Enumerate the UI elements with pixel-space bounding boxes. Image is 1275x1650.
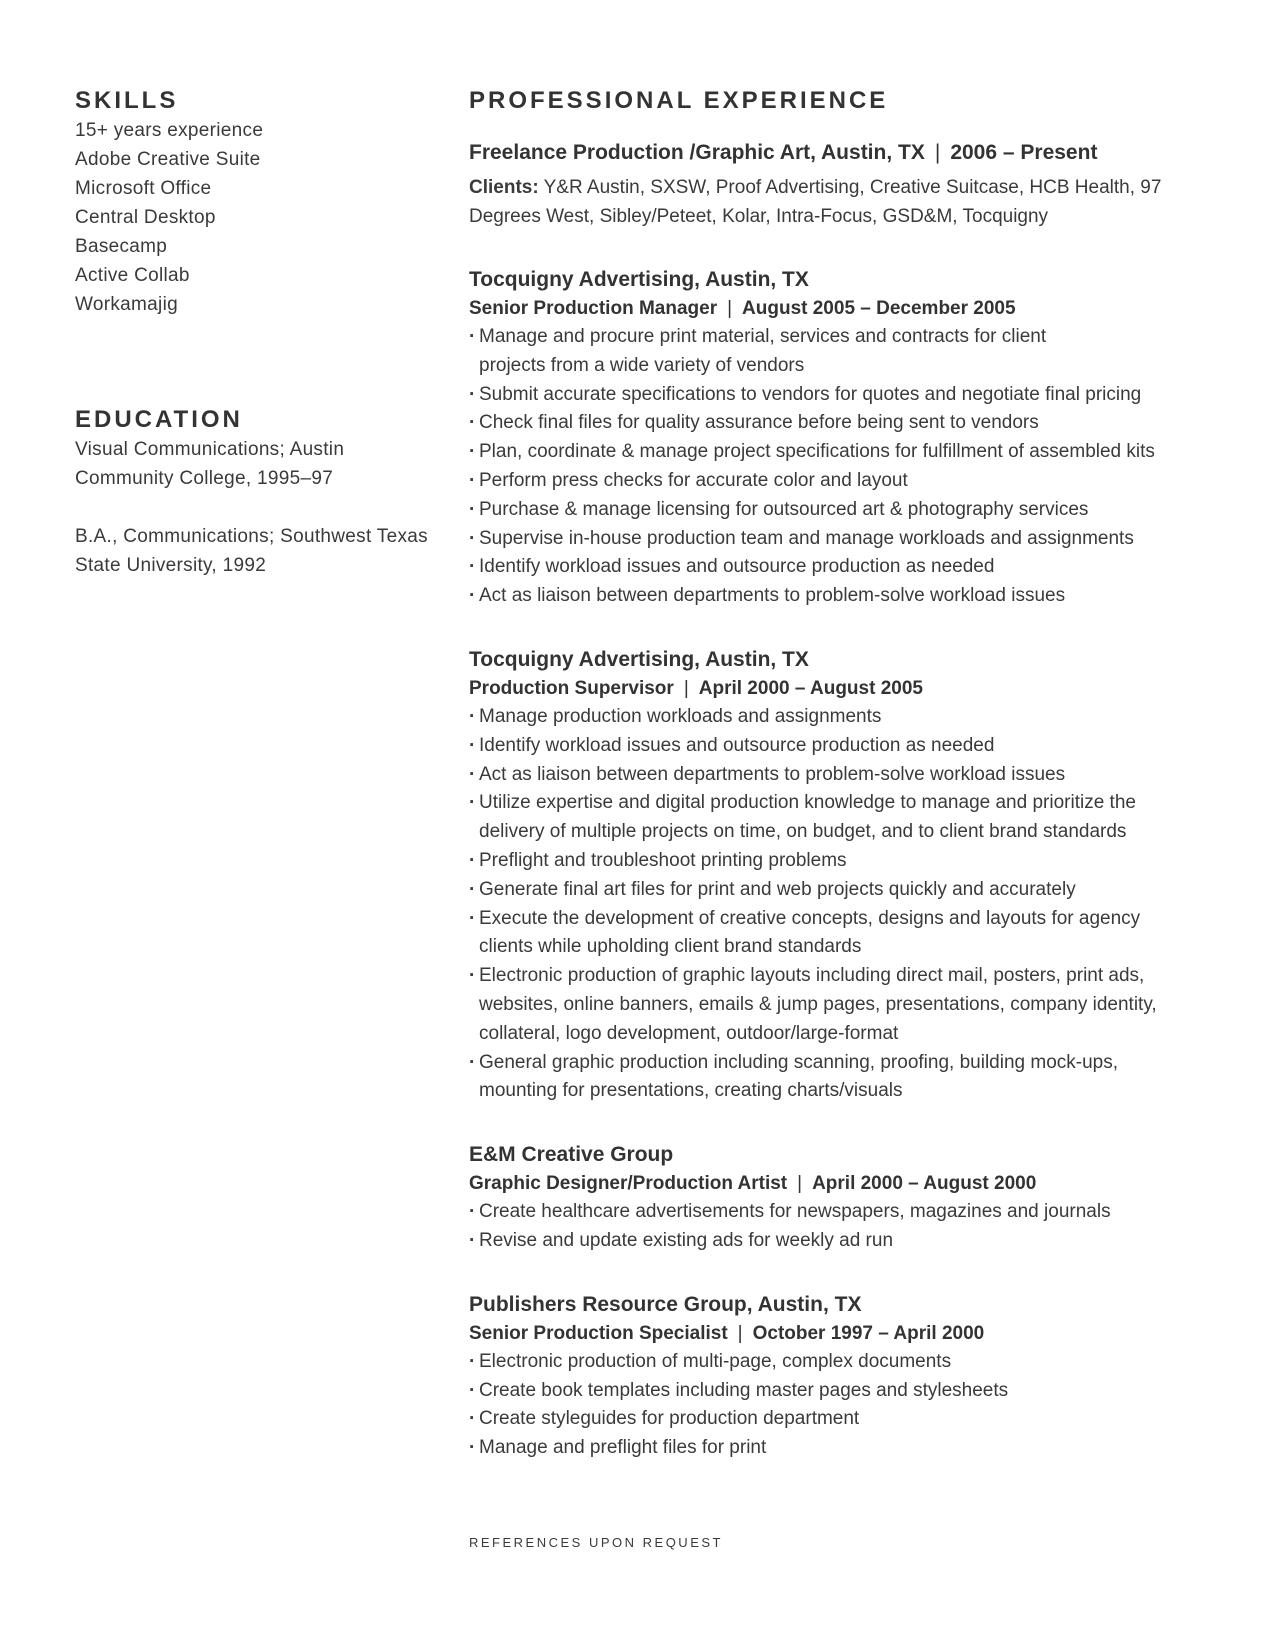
- separator: |: [934, 141, 941, 164]
- bullet-item: · Identify workload issues and outsource production as needed: [469, 732, 1229, 761]
- bullet-item: · Act as liaison between departments to problem-solve workload issues: [469, 761, 1229, 790]
- skill-item: Microsoft Office: [75, 178, 212, 199]
- right-column: [469, 86, 1229, 1463]
- bullet-item: · Manage production workloads and assignments: [469, 703, 1229, 732]
- bullet-item: · Perform press checks for accurate color and layout: [469, 467, 1229, 496]
- job-entry: [469, 1140, 1229, 1256]
- job-role-line: [469, 1319, 1229, 1348]
- job-role: Production Supervisor: [469, 677, 674, 699]
- bullet-item: · Electronic production of graphic layouts including direct mail, posters, print ads, websites, online banners, emails & jump pages, presentations, company identity, collateral, logo development, outdoor/large-format: [469, 962, 1204, 1048]
- job-entry: [469, 265, 1229, 611]
- education-section: [75, 405, 435, 580]
- bullet-item: · Purchase & manage licensing for outsourced art & photography services: [469, 496, 1229, 525]
- skill-item: Workamajig: [75, 294, 178, 315]
- job-entry: [469, 1290, 1229, 1463]
- bullet-item: · Create book templates including master pages and stylesheets: [469, 1377, 1229, 1406]
- bullet-item: · Supervise in-house production team and manage workloads and assignments: [469, 525, 1229, 554]
- skill-item: Central Desktop: [75, 207, 216, 228]
- job-dates: August 2005 – December 2005: [742, 298, 1016, 319]
- skill-item: Basecamp: [75, 236, 168, 257]
- clients-line: [469, 173, 1169, 231]
- bullet-item: · Act as liaison between departments to problem-solve workload issues: [469, 582, 1229, 611]
- bullet-item: · Generate final art files for print and web projects quickly and accurately: [469, 876, 1229, 905]
- job-entry: [469, 645, 1229, 1106]
- skills-list: [75, 116, 435, 319]
- job-company: E&M Creative Group: [469, 1143, 674, 1167]
- references-note: REFERENCES UPON REQUEST: [469, 1535, 723, 1550]
- skill-item: Active Collab: [75, 265, 190, 286]
- skill-item: Adobe Creative Suite: [75, 149, 261, 170]
- skill-item: 15+ years experience: [75, 120, 264, 141]
- job-bullets: [469, 323, 1229, 611]
- job-dates: April 2000 – August 2005: [698, 677, 923, 699]
- bullet-item: · Submit accurate specifications to vendors for quotes and negotiate final pricing: [469, 381, 1229, 410]
- bullet-item: · Manage and preflight files for print: [469, 1434, 1229, 1463]
- bullet-item: · Create styleguides for production department: [469, 1405, 1229, 1434]
- separator: |: [683, 677, 689, 699]
- job-company: Tocquigny Advertising, Austin, TX: [469, 268, 809, 291]
- bullet-item: · General graphic production including scanning, proofing, building mock-ups, mounting for presentations, creating charts/visuals: [469, 1049, 1179, 1107]
- clients-label: Clients:: [469, 177, 539, 198]
- job-role: Senior Production Specialist: [469, 1322, 728, 1344]
- bullet-item: · Utilize expertise and digital production knowledge to manage and prioritize the delivery of multiple projects on time, on budget, and to client brand standards: [469, 789, 1179, 847]
- bullet-item: · Preflight and troubleshoot printing problems: [469, 847, 1229, 876]
- skills-section: [75, 86, 435, 319]
- job-bullets: [469, 1348, 1229, 1463]
- bullet-item: · Manage and procure print material, services and contracts for client projects from a wide variety of vendors: [469, 323, 1079, 381]
- education-heading: EDUCATION: [75, 406, 243, 433]
- job-company: Tocquigny Advertising, Austin, TX: [469, 647, 809, 671]
- job-dates: October 1997 – April 2000: [752, 1322, 985, 1344]
- left-column: [75, 86, 435, 580]
- freelance-dates: 2006 – Present: [950, 141, 1098, 164]
- separator: |: [737, 1322, 743, 1344]
- job-role-line: [469, 294, 1229, 323]
- education-entry: B.A., Communications; Southwest Texas State University, 1992: [75, 526, 428, 576]
- freelance-title-line: [469, 138, 1229, 167]
- job-role-line: [469, 1169, 1229, 1198]
- bullet-item: · Plan, coordinate & manage project specifications for fulfillment of assembled kits: [469, 438, 1229, 467]
- job-dates: April 2000 – August 2000: [812, 1173, 1037, 1195]
- job-bullets: [469, 703, 1229, 1106]
- experience-heading: PROFESSIONAL EXPERIENCE: [469, 87, 889, 114]
- clients-list: Y&R Austin, SXSW, Proof Advertising, Creative Suitcase, HCB Health, 97 Degrees West, Sibley/Peteet, Kolar, Intra-Focus, GSD&M, Tocquigny: [469, 177, 1162, 227]
- job-role-line: [469, 674, 1229, 703]
- bullet-item: · Create healthcare advertisements for newspapers, magazines and journals: [469, 1198, 1229, 1227]
- separator: |: [727, 298, 733, 319]
- freelance-title: Freelance Production /Graphic Art, Austin, TX: [469, 141, 925, 164]
- job-bullets: [469, 1198, 1229, 1256]
- bullet-item: · Revise and update existing ads for weekly ad run: [469, 1227, 1229, 1256]
- bullet-item: · Execute the development of creative concepts, designs and layouts for agency clients while upholding client brand standards: [469, 905, 1179, 963]
- skills-heading: SKILLS: [75, 87, 179, 114]
- bullet-item: · Electronic production of multi-page, complex documents: [469, 1348, 1229, 1377]
- job-role: Senior Production Manager: [469, 298, 718, 319]
- job-role: Graphic Designer/Production Artist: [469, 1173, 788, 1195]
- education-entry: Visual Communications; Austin Community College, 1995–97: [75, 439, 345, 489]
- bullet-item: · Identify workload issues and outsource production as needed: [469, 553, 1229, 582]
- separator: |: [797, 1173, 803, 1195]
- job-company: Publishers Resource Group, Austin, TX: [469, 1292, 862, 1316]
- bullet-item: · Check final files for quality assurance before being sent to vendors: [469, 409, 1229, 438]
- freelance-entry: [469, 138, 1229, 231]
